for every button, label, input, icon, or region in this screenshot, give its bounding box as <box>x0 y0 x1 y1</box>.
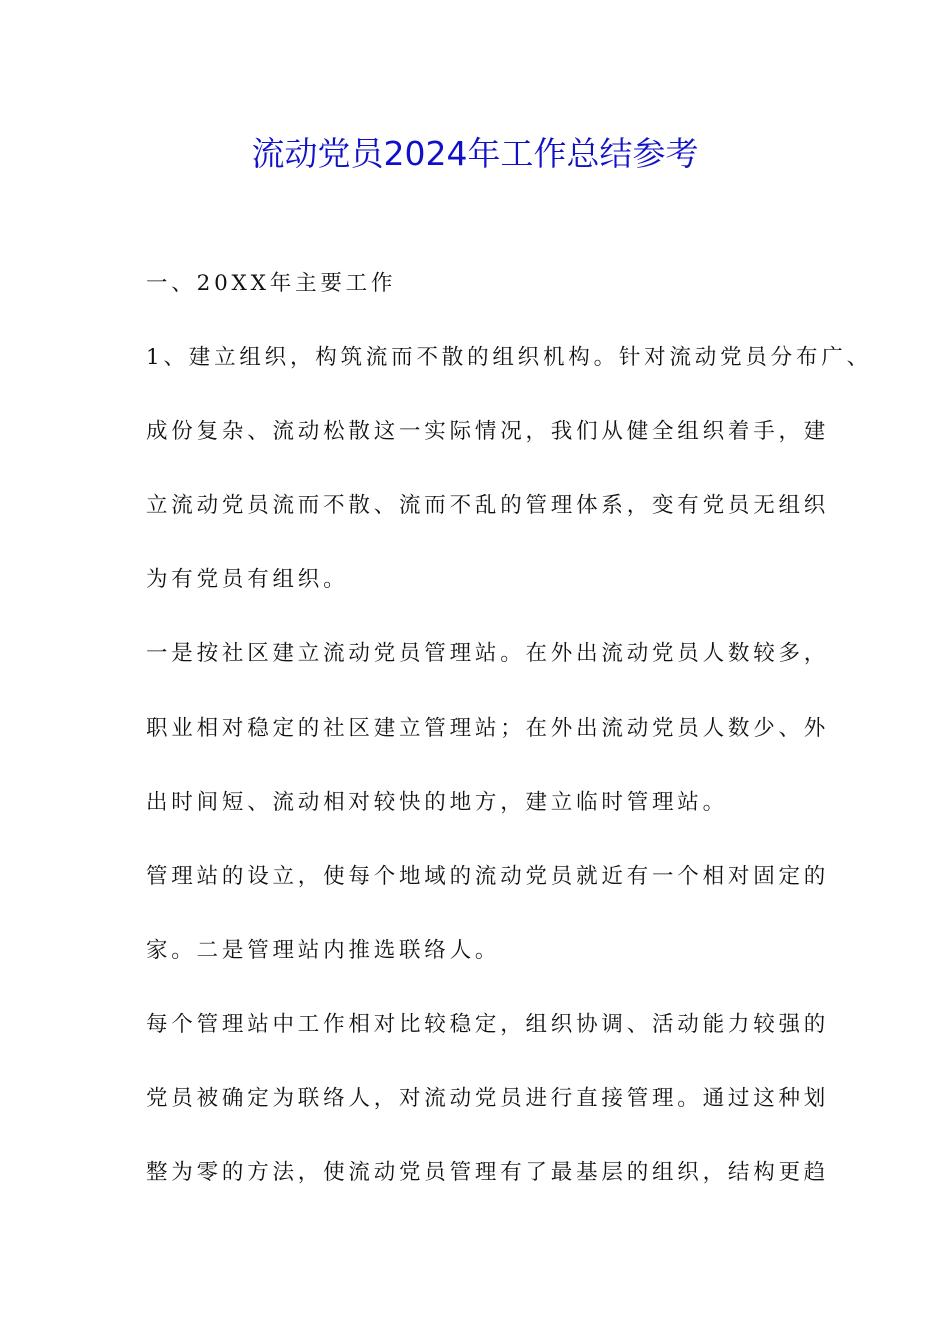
paragraph-line: 一是按社区建立流动党员管理站。在外出流动党员人数较多， <box>146 641 830 667</box>
document-body <box>146 261 872 1224</box>
section-heading: 一、20XX年主要工作 <box>146 271 397 296</box>
paragraph-line: 管理站的设立，使每个地域的流动党员就近有一个相对固定的 <box>146 863 830 889</box>
paragraph-line: 职业相对稳定的社区建立管理站；在外出流动党员人数少、外 <box>146 715 830 741</box>
paragraph-line: 党员被确定为联络人，对流动党员进行直接管理。通过这种划 <box>146 1086 830 1112</box>
paragraph-line: 出时间短、流动相对较快的地方，建立临时管理站。 <box>146 789 728 815</box>
paragraph-line: 家。二是管理站内推选联络人。 <box>146 937 501 963</box>
document-title: 流动党员2024年工作总结参考 <box>251 134 699 173</box>
paragraph-line: 整为零的方法，使流动党员管理有了最基层的组织，结构更趋 <box>146 1160 830 1186</box>
paragraph-line: 每个管理站中工作相对比较稳定，组织协调、活动能力较强的 <box>146 1011 830 1037</box>
paragraph-line: 为有党员有组织。 <box>146 567 349 593</box>
paragraph-line: 成份复杂、流动松散这一实际情况，我们从健全组织着手，建 <box>146 419 830 445</box>
paragraph-line: 立流动党员流而不散、流而不乱的管理体系，变有党员无组织 <box>146 493 830 519</box>
paragraph-line: 1、建立组织，构筑流而不散的组织机构。针对流动党员分布广、 <box>146 345 872 371</box>
